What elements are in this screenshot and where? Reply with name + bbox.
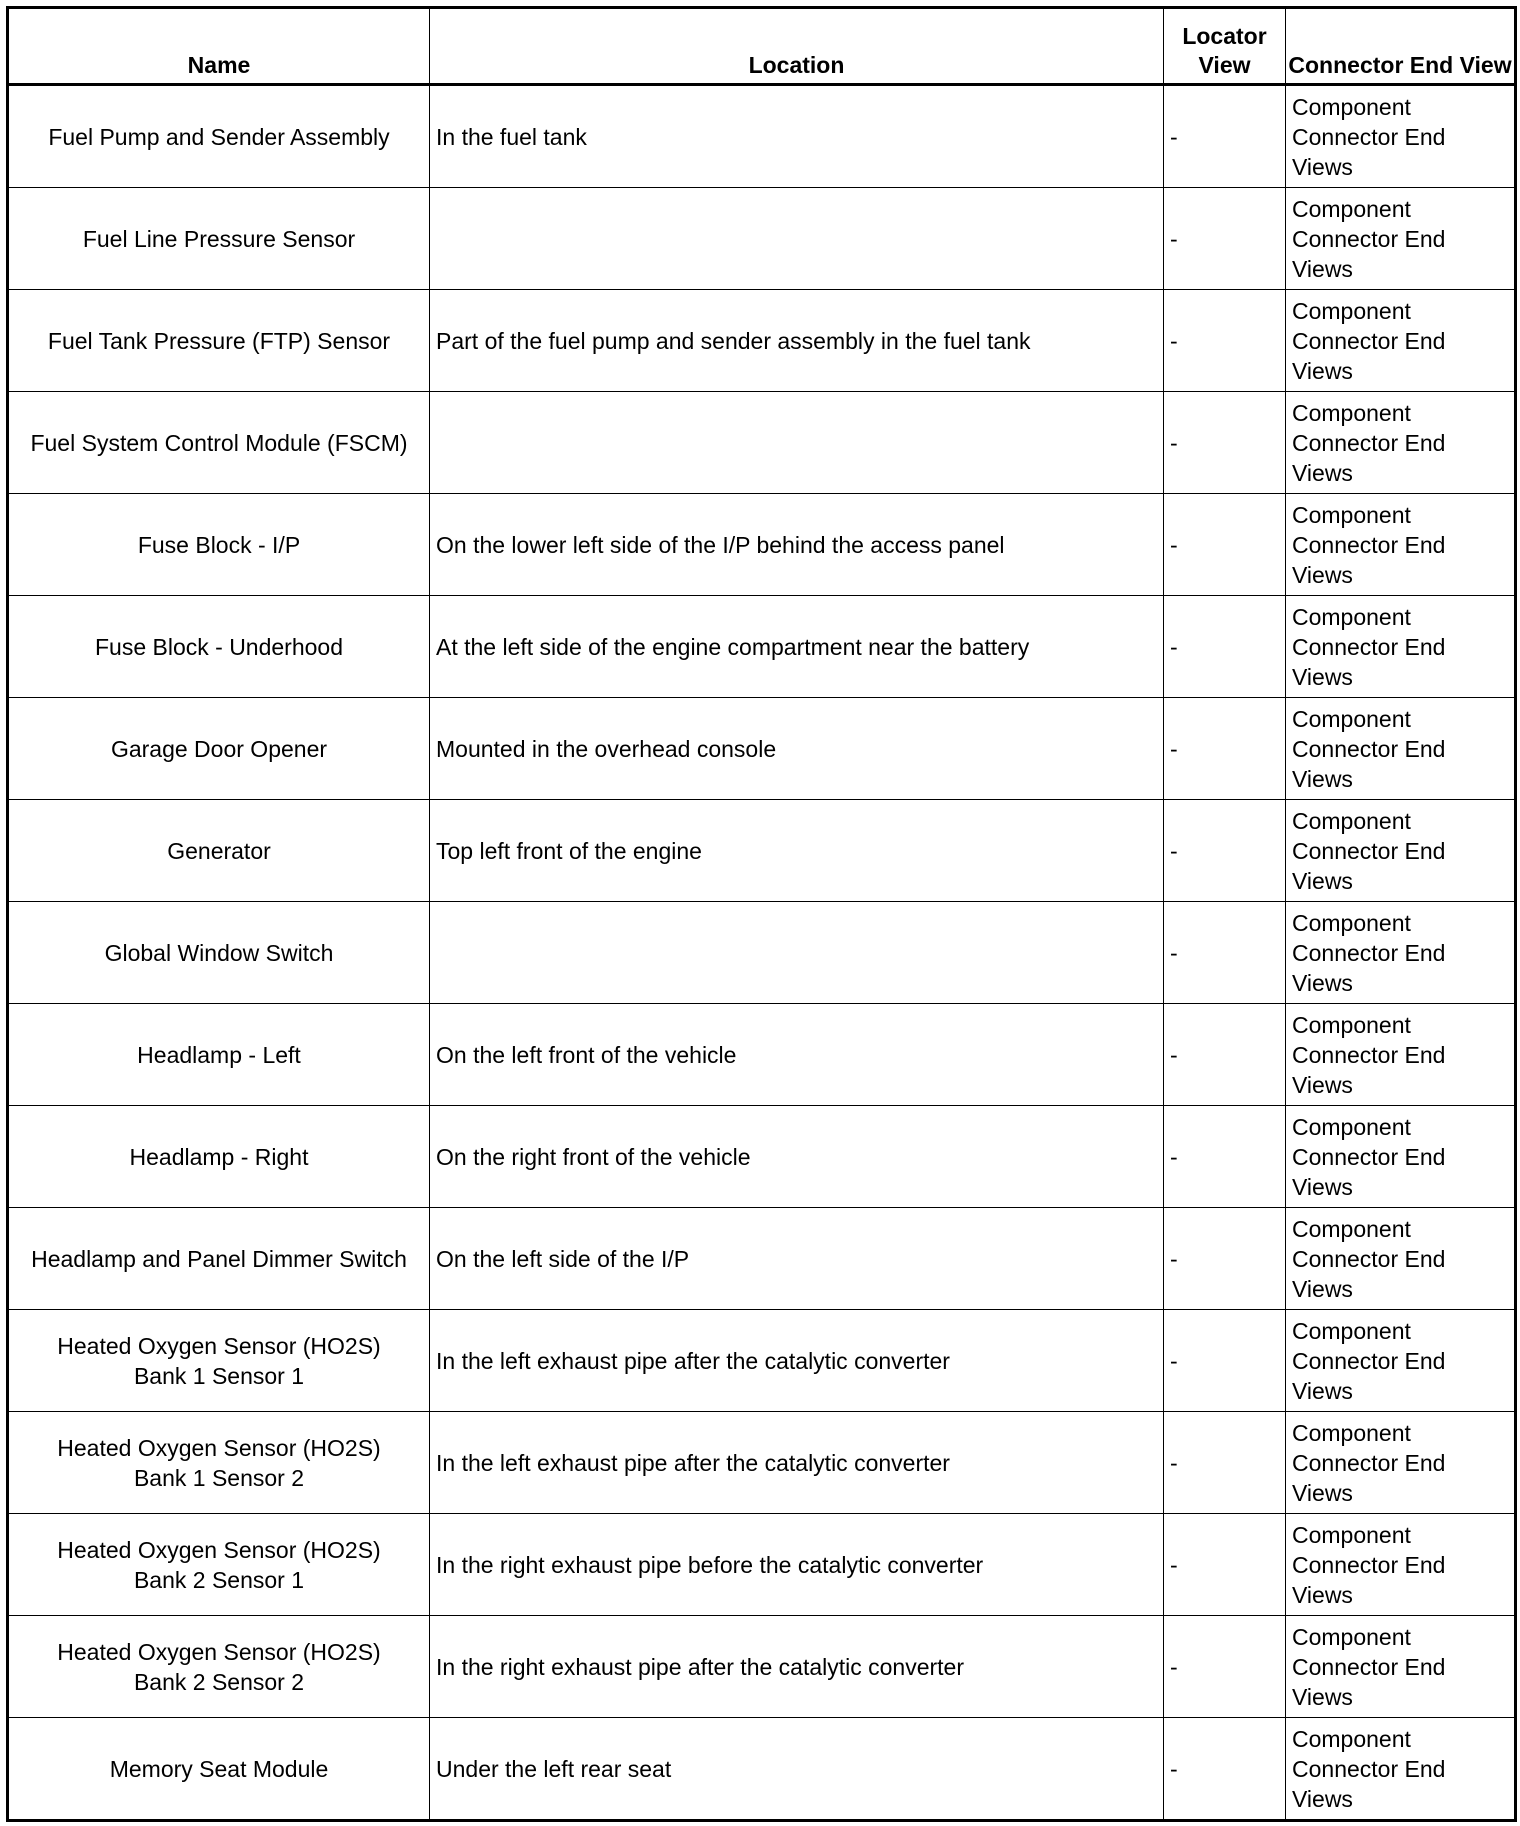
locator-view-cell: -	[1164, 85, 1286, 188]
component-locator-table-wrapper	[6, 6, 1514, 1822]
connector-end-view-link[interactable]: Component Connector End Views	[1286, 800, 1516, 902]
table-row	[8, 596, 1516, 698]
component-locator-table	[6, 6, 1517, 1822]
table-row	[8, 494, 1516, 596]
location-cell: Top left front of the engine	[430, 800, 1164, 902]
component-name-cell: Garage Door Opener	[8, 698, 430, 800]
connector-end-view-link[interactable]: Component Connector End Views	[1286, 596, 1516, 698]
location-cell: On the left side of the I/P	[430, 1208, 1164, 1310]
connector-end-view-link[interactable]: Component Connector End Views	[1286, 1514, 1516, 1616]
table-row	[8, 698, 1516, 800]
table-row	[8, 1004, 1516, 1106]
table-row	[8, 1106, 1516, 1208]
location-cell: Mounted in the overhead console	[430, 698, 1164, 800]
locator-view-cell: -	[1164, 800, 1286, 902]
table-row	[8, 800, 1516, 902]
component-name-cell: Heated Oxygen Sensor (HO2S) Bank 2 Sensor 2	[8, 1616, 430, 1718]
location-cell: In the fuel tank	[430, 85, 1164, 188]
table-row	[8, 85, 1516, 188]
locator-view-cell: -	[1164, 392, 1286, 494]
locator-view-cell: -	[1164, 1310, 1286, 1412]
component-name-cell: Fuse Block - Underhood	[8, 596, 430, 698]
connector-end-view-link[interactable]: Component Connector End Views	[1286, 1616, 1516, 1718]
table-row	[8, 1718, 1516, 1821]
header-connector-end-view: Connector End View	[1286, 8, 1516, 85]
connector-end-view-link[interactable]: Component Connector End Views	[1286, 1004, 1516, 1106]
component-name-cell: Global Window Switch	[8, 902, 430, 1004]
locator-view-cell: -	[1164, 1004, 1286, 1106]
locator-view-cell: -	[1164, 1718, 1286, 1821]
table-row	[8, 290, 1516, 392]
header-location: Location	[430, 8, 1164, 85]
component-name-cell: Headlamp - Left	[8, 1004, 430, 1106]
location-cell: On the right front of the vehicle	[430, 1106, 1164, 1208]
header-name: Name	[8, 8, 430, 85]
connector-end-view-link[interactable]: Component Connector End Views	[1286, 1310, 1516, 1412]
table-row	[8, 392, 1516, 494]
location-cell: On the left front of the vehicle	[430, 1004, 1164, 1106]
locator-view-cell: -	[1164, 1412, 1286, 1514]
location-cell	[430, 902, 1164, 1004]
component-name-cell: Heated Oxygen Sensor (HO2S) Bank 2 Sensor 1	[8, 1514, 430, 1616]
locator-view-cell: -	[1164, 902, 1286, 1004]
location-cell	[430, 188, 1164, 290]
location-cell: In the right exhaust pipe after the catalytic converter	[430, 1616, 1164, 1718]
component-name-cell: Heated Oxygen Sensor (HO2S) Bank 1 Sensor 1	[8, 1310, 430, 1412]
table-body	[8, 85, 1516, 1821]
header-row	[8, 8, 1516, 85]
locator-view-cell: -	[1164, 698, 1286, 800]
locator-view-cell: -	[1164, 596, 1286, 698]
locator-view-cell: -	[1164, 1616, 1286, 1718]
connector-end-view-link[interactable]: Component Connector End Views	[1286, 290, 1516, 392]
component-name-cell: Headlamp and Panel Dimmer Switch	[8, 1208, 430, 1310]
connector-end-view-link[interactable]: Component Connector End Views	[1286, 1208, 1516, 1310]
component-name-cell: Fuel Line Pressure Sensor	[8, 188, 430, 290]
table-row	[8, 1616, 1516, 1718]
locator-view-cell: -	[1164, 1514, 1286, 1616]
connector-end-view-link[interactable]: Component Connector End Views	[1286, 698, 1516, 800]
locator-view-cell: -	[1164, 494, 1286, 596]
location-cell: At the left side of the engine compartment near the battery	[430, 596, 1164, 698]
locator-view-cell: -	[1164, 1208, 1286, 1310]
table-row	[8, 902, 1516, 1004]
connector-end-view-link[interactable]: Component Connector End Views	[1286, 1718, 1516, 1821]
connector-end-view-link[interactable]: Component Connector End Views	[1286, 392, 1516, 494]
location-cell: On the lower left side of the I/P behind the access panel	[430, 494, 1164, 596]
table-row	[8, 1514, 1516, 1616]
table-row	[8, 1208, 1516, 1310]
table-row	[8, 188, 1516, 290]
location-cell: Part of the fuel pump and sender assembly in the fuel tank	[430, 290, 1164, 392]
component-name-cell: Fuse Block - I/P	[8, 494, 430, 596]
connector-end-view-link[interactable]: Component Connector End Views	[1286, 1106, 1516, 1208]
component-name-cell: Fuel Pump and Sender Assembly	[8, 85, 430, 188]
table-row	[8, 1310, 1516, 1412]
location-cell: In the left exhaust pipe after the catalytic converter	[430, 1412, 1164, 1514]
location-cell: Under the left rear seat	[430, 1718, 1164, 1821]
location-cell: In the left exhaust pipe after the catalytic converter	[430, 1310, 1164, 1412]
connector-end-view-link[interactable]: Component Connector End Views	[1286, 1412, 1516, 1514]
connector-end-view-link[interactable]: Component Connector End Views	[1286, 902, 1516, 1004]
component-name-cell: Generator	[8, 800, 430, 902]
table-header	[8, 8, 1516, 85]
component-name-cell: Headlamp - Right	[8, 1106, 430, 1208]
locator-view-cell: -	[1164, 290, 1286, 392]
connector-end-view-link[interactable]: Component Connector End Views	[1286, 188, 1516, 290]
connector-end-view-link[interactable]: Component Connector End Views	[1286, 85, 1516, 188]
header-locator-view: Locator View	[1164, 8, 1286, 85]
component-name-cell: Memory Seat Module	[8, 1718, 430, 1821]
locator-view-cell: -	[1164, 188, 1286, 290]
locator-view-cell: -	[1164, 1106, 1286, 1208]
component-name-cell: Fuel Tank Pressure (FTP) Sensor	[8, 290, 430, 392]
connector-end-view-link[interactable]: Component Connector End Views	[1286, 494, 1516, 596]
location-cell	[430, 392, 1164, 494]
component-name-cell: Heated Oxygen Sensor (HO2S) Bank 1 Sensor 2	[8, 1412, 430, 1514]
component-name-cell: Fuel System Control Module (FSCM)	[8, 392, 430, 494]
table-row	[8, 1412, 1516, 1514]
location-cell: In the right exhaust pipe before the catalytic converter	[430, 1514, 1164, 1616]
